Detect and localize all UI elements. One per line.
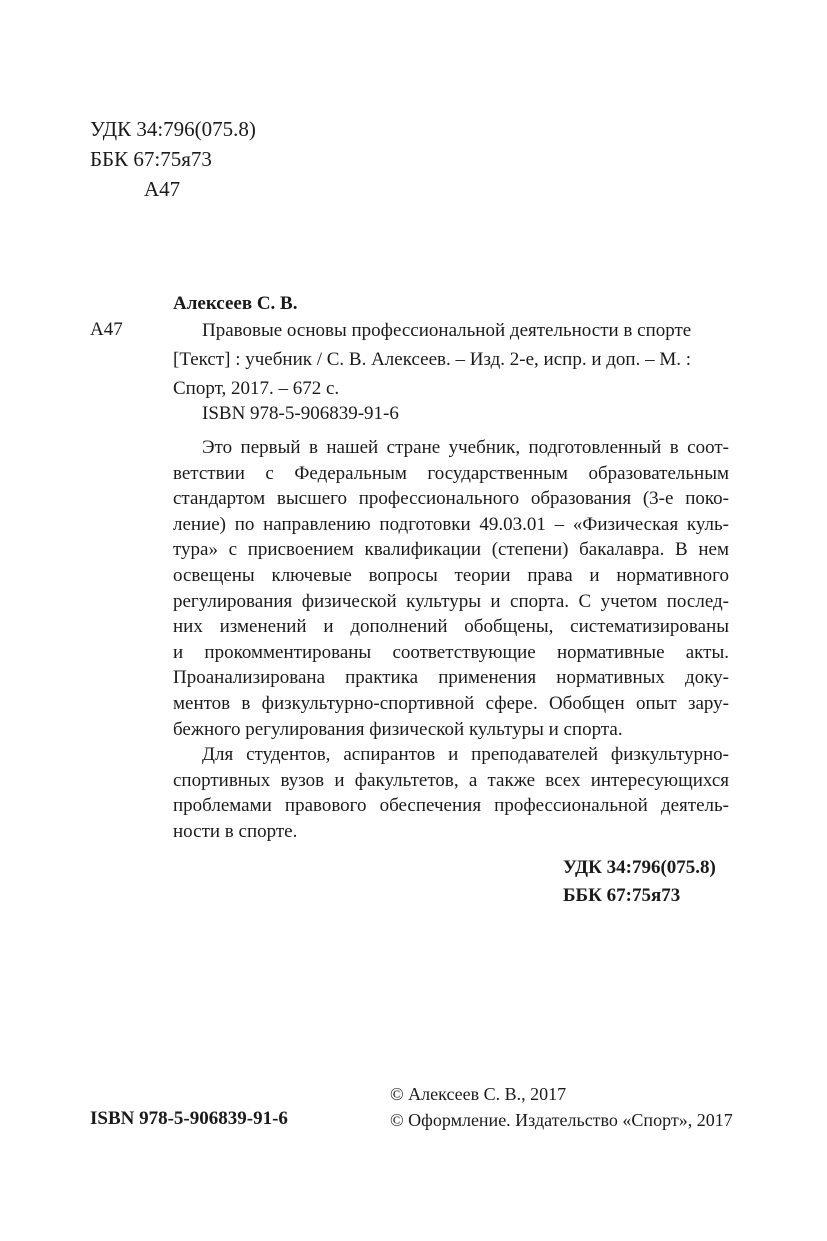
abstract-line: регулирования физической культуры и спорта. С учетом послед- [173, 590, 729, 612]
abstract-line: освещены ключевые вопросы теории права и нормативного [173, 564, 729, 586]
abstract-line: Это первый в нашей стране учебник, подготовленный в соот- [202, 437, 729, 458]
footer-classification-codes [563, 854, 716, 910]
abstract-line: бежного регулирования физической культуры и спорта. [173, 718, 623, 740]
biblio-line: Спорт, 2017. – 672 с. [173, 378, 340, 399]
abstract-line: ление) по направлению подготовки 49.03.01 – «Физическая куль- [173, 513, 729, 535]
abstract-line: и прокомментированы соответствующие нормативные акты. [173, 641, 729, 663]
copyright-author: © Алексеев С. В., 2017 [390, 1084, 567, 1104]
abstract [173, 435, 729, 845]
abstract-line: стандартом высшего профессионального образования (3-е поко- [173, 488, 729, 510]
abstract-line: ментов в физкультурно-спортивной сфере. Обобщен опыт зару- [173, 692, 729, 714]
top-classification-codes [90, 114, 256, 204]
footer-udk-code: УДК 34:796(075.8) [563, 857, 716, 878]
bibliographic-description [173, 316, 729, 403]
copyright-design: © Оформление. Издательство «Спорт», 2017 [390, 1110, 733, 1130]
abstract-line: тура» с присвоением квалификации (степени) бакалавра. В нем [173, 539, 729, 561]
abstract-line: ветствии с Федеральным государственным образовательным [173, 462, 729, 484]
abstract-line: проблемами правового обеспечения профессиональной деятель- [173, 795, 729, 817]
bbk-code: ББК 67:75я73 [90, 147, 212, 171]
biblio-line: [Текст] : учебник / С. В. Алексеев. – Изд. 2-е, испр. и доп. – М. : [173, 349, 691, 370]
author-mark: А47 [144, 177, 181, 201]
abstract-line: спортивных вузов и факультетов, а также всех интересующихся [173, 769, 729, 791]
abstract-line: Для студентов, аспирантов и преподавателей физкультурно- [202, 744, 729, 766]
author-name: Алексеев С. В. [173, 293, 298, 314]
abstract-line: них изменений и дополнений обобщены, систематизированы [173, 616, 729, 638]
footer-bbk-code: ББК 67:75я73 [563, 885, 681, 906]
isbn-record: ISBN 978-5-906839-91-6 [202, 403, 399, 424]
copyright-block [390, 1081, 733, 1133]
record-author-mark: А47 [90, 319, 123, 340]
bottom-isbn: ISBN 978-5-906839-91-6 [90, 1108, 288, 1129]
abstract-line: Проанализирована практика применения нормативных доку- [173, 667, 729, 689]
abstract-line: ности в спорте. [173, 820, 298, 842]
udk-code: УДК 34:796(075.8) [90, 117, 256, 141]
biblio-line: Правовые основы профессиональной деятельности в спорте [202, 320, 692, 341]
